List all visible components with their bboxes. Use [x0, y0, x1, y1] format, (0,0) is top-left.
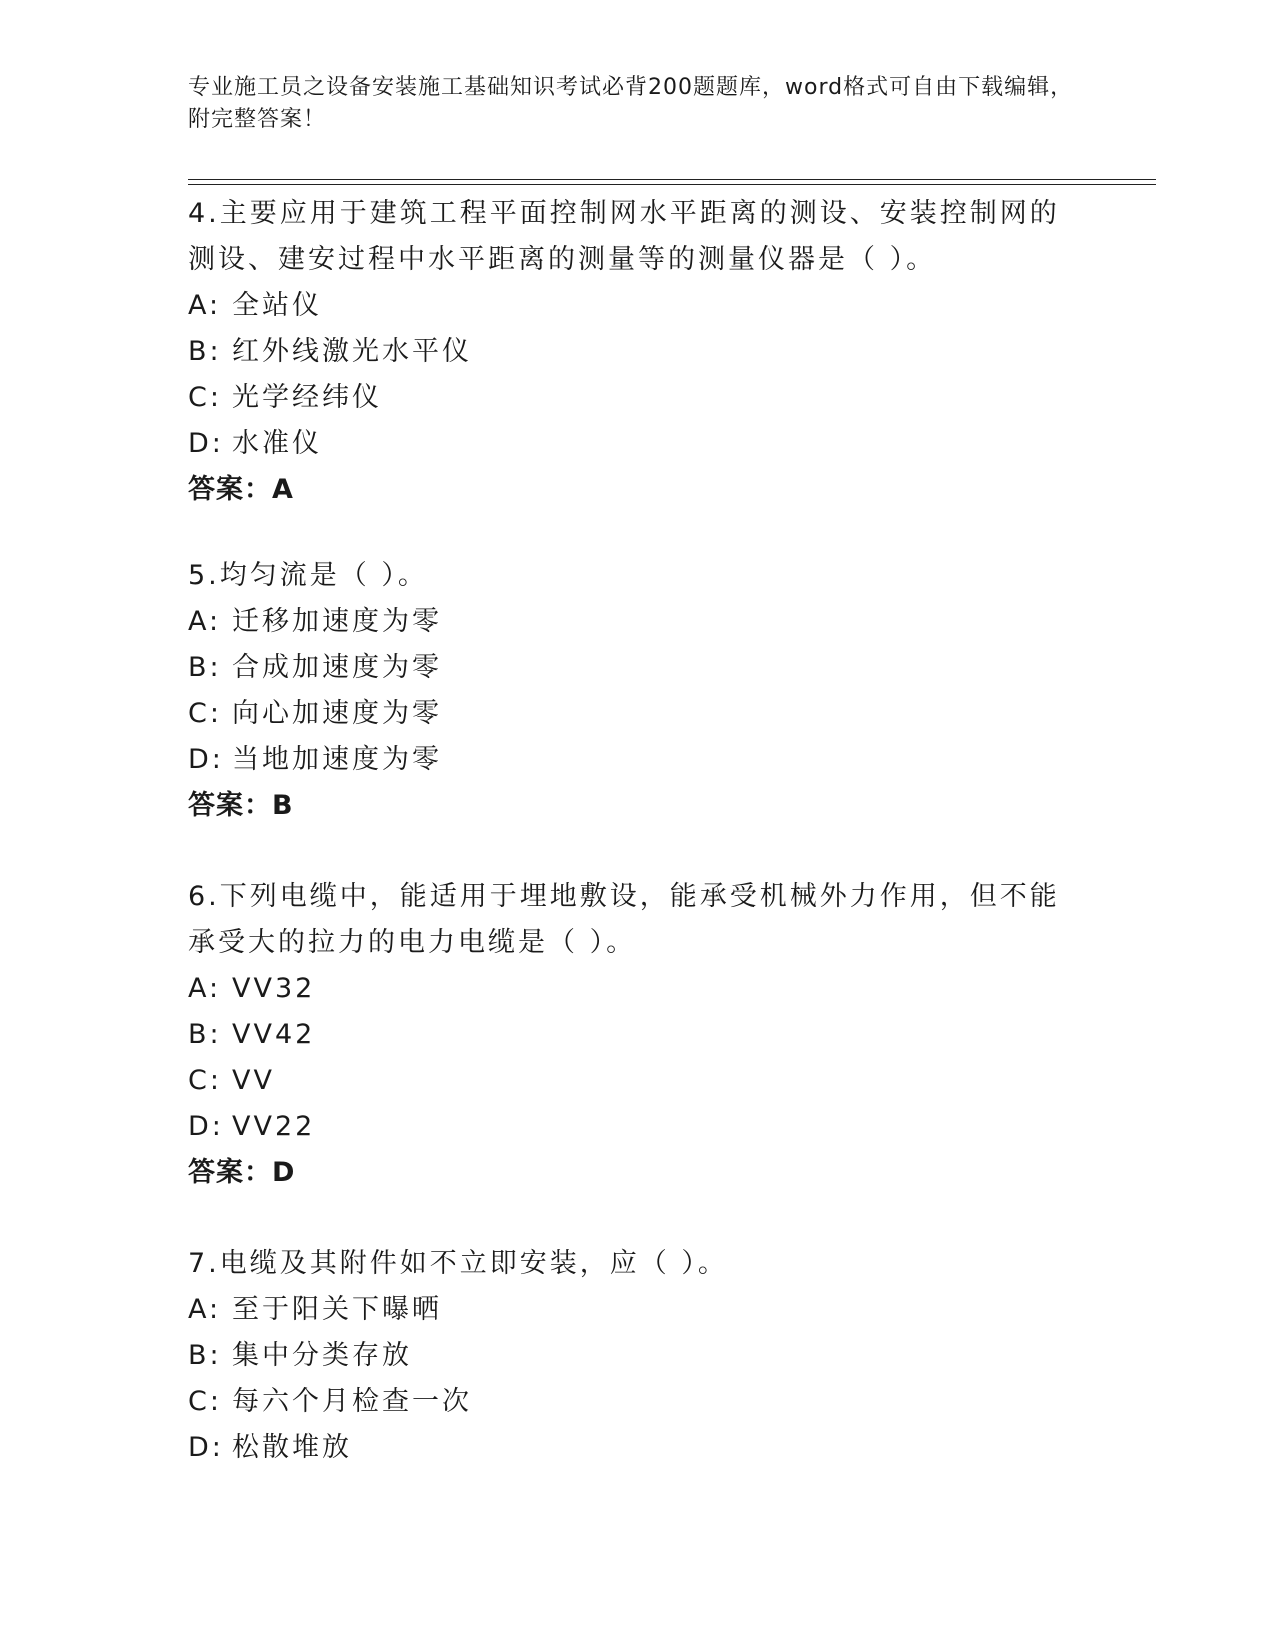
option-a: [188, 1287, 1088, 1333]
option-text: 光学经纬仪: [232, 382, 382, 413]
option-a: [188, 599, 1088, 645]
option-letter: A:: [188, 606, 222, 637]
option-text: 当地加速度为零: [232, 744, 442, 775]
option-c: [188, 691, 1088, 737]
option-d: [188, 421, 1088, 467]
option-d: [188, 1104, 1088, 1150]
header-divider-bottom: [188, 184, 1156, 185]
option-d: [188, 1425, 1088, 1471]
question-stem: 5.均匀流是（ ）。: [188, 560, 428, 591]
option-text: 红外线激光水平仪: [232, 336, 472, 367]
option-letter: B:: [188, 1019, 222, 1050]
option-a: [188, 966, 1088, 1012]
option-c: [188, 375, 1088, 421]
option-text: 至于阳关下曝晒: [232, 1294, 442, 1325]
option-letter: D:: [188, 1432, 224, 1463]
option-c: [188, 1058, 1088, 1104]
option-letter: D:: [188, 1111, 224, 1142]
option-text: 松散堆放: [232, 1432, 352, 1463]
option-b: [188, 1012, 1088, 1058]
question-stem: 4.主要应用于建筑工程平面控制网水平距离的测设、安装控制网的测设、建安过程中水平距离的测量等的测量仪器是（ ）。: [188, 198, 1060, 275]
option-b: [188, 645, 1088, 691]
option-a: [188, 283, 1088, 329]
header-title: 专业施工员之设备安装施工基础知识考试必背200题题库，word格式可自由下载编辑，附完整答案！: [188, 75, 1074, 132]
option-text: VV42: [232, 1019, 316, 1050]
option-b: [188, 1333, 1088, 1379]
option-letter: C:: [188, 698, 222, 729]
option-letter: A:: [188, 973, 222, 1004]
option-d: [188, 737, 1088, 783]
option-b: [188, 329, 1088, 375]
option-letter: B:: [188, 652, 222, 683]
option-letter: A:: [188, 1294, 222, 1325]
question-5: [188, 553, 1088, 829]
option-letter: A:: [188, 290, 222, 321]
option-letter: B:: [188, 1340, 222, 1371]
question-6: [188, 874, 1088, 1196]
question-7: [188, 1241, 1088, 1471]
option-text: 集中分类存放: [232, 1340, 412, 1371]
answer-line: 答案：D: [188, 1157, 296, 1188]
header-divider-top: [188, 179, 1156, 180]
question-stem: 7.电缆及其附件如不立即安装，应（ ）。: [188, 1248, 728, 1279]
question-stem: 6.下列电缆中，能适用于埋地敷设，能承受机械外力作用，但不能承受大的拉力的电力电缆是（ ）。: [188, 881, 1060, 958]
option-text: 向心加速度为零: [232, 698, 442, 729]
option-text: 水准仪: [232, 428, 322, 459]
answer-line: 答案：B: [188, 790, 294, 821]
option-text: VV32: [232, 973, 316, 1004]
document-header: [188, 72, 1088, 136]
option-text: VV: [232, 1065, 275, 1096]
answer-line: 答案：A: [188, 474, 294, 505]
option-text: 每六个月检查一次: [232, 1386, 472, 1417]
option-text: 迁移加速度为零: [232, 606, 442, 637]
option-letter: C:: [188, 1065, 222, 1096]
option-letter: C:: [188, 382, 222, 413]
option-text: 全站仪: [232, 290, 322, 321]
option-letter: D:: [188, 744, 224, 775]
option-letter: D:: [188, 428, 224, 459]
option-text: VV22: [232, 1111, 316, 1142]
option-letter: B:: [188, 336, 222, 367]
option-text: 合成加速度为零: [232, 652, 442, 683]
option-c: [188, 1379, 1088, 1425]
option-letter: C:: [188, 1386, 222, 1417]
question-4: [188, 191, 1088, 513]
